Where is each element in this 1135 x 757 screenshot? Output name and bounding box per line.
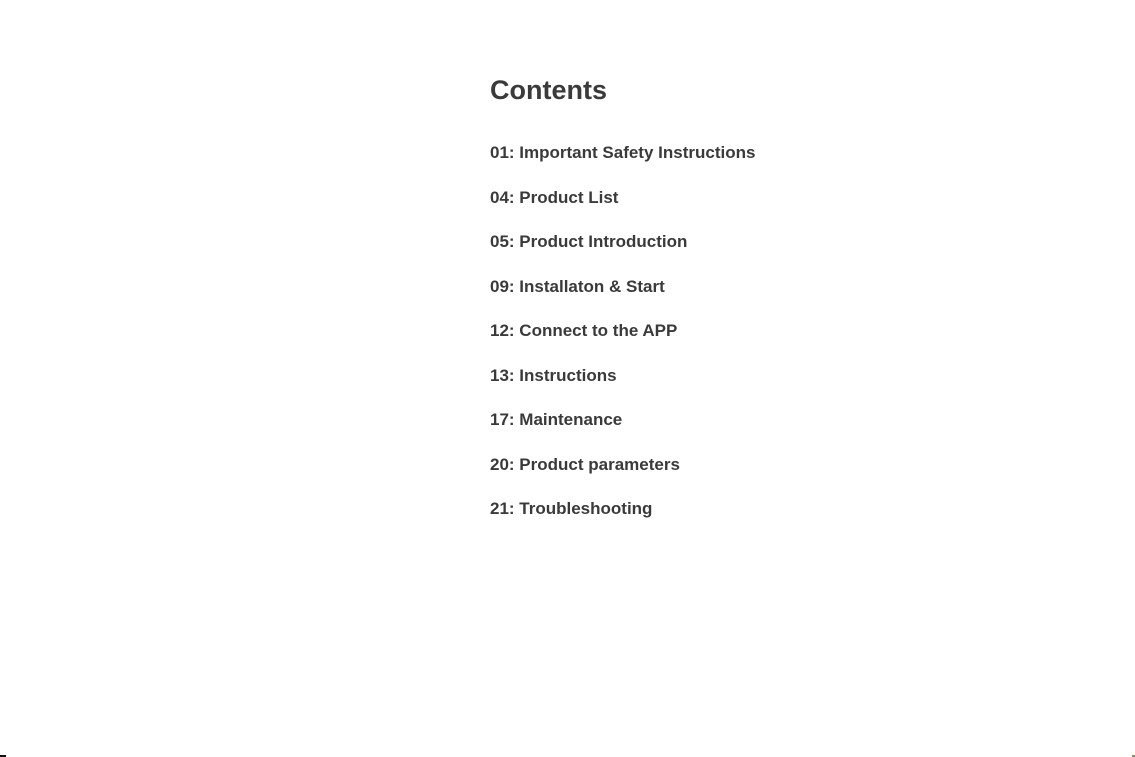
- toc-item-installation-start[interactable]: 09: Installaton & Start: [490, 276, 665, 296]
- toc-item-product-list[interactable]: 04: Product List: [490, 187, 619, 207]
- toc-item-safety-instructions[interactable]: 01: Important Safety Instructions: [490, 143, 756, 162]
- toc-item-connect-app[interactable]: 12: Connect to the APP: [490, 321, 678, 340]
- toc-item-instructions[interactable]: 13: Instructions: [490, 365, 617, 385]
- toc-item-product-introduction[interactable]: 05: Product Introduction: [490, 232, 688, 251]
- toc-item-troubleshooting[interactable]: 21: Troubleshooting: [490, 499, 653, 518]
- toc-list: [490, 140, 755, 541]
- toc-item-product-parameters[interactable]: 20: Product parameters: [490, 454, 680, 474]
- toc-item-maintenance[interactable]: 17: Maintenance: [490, 410, 623, 429]
- table-of-contents: [490, 72, 910, 518]
- contents-title: Contents: [490, 75, 607, 105]
